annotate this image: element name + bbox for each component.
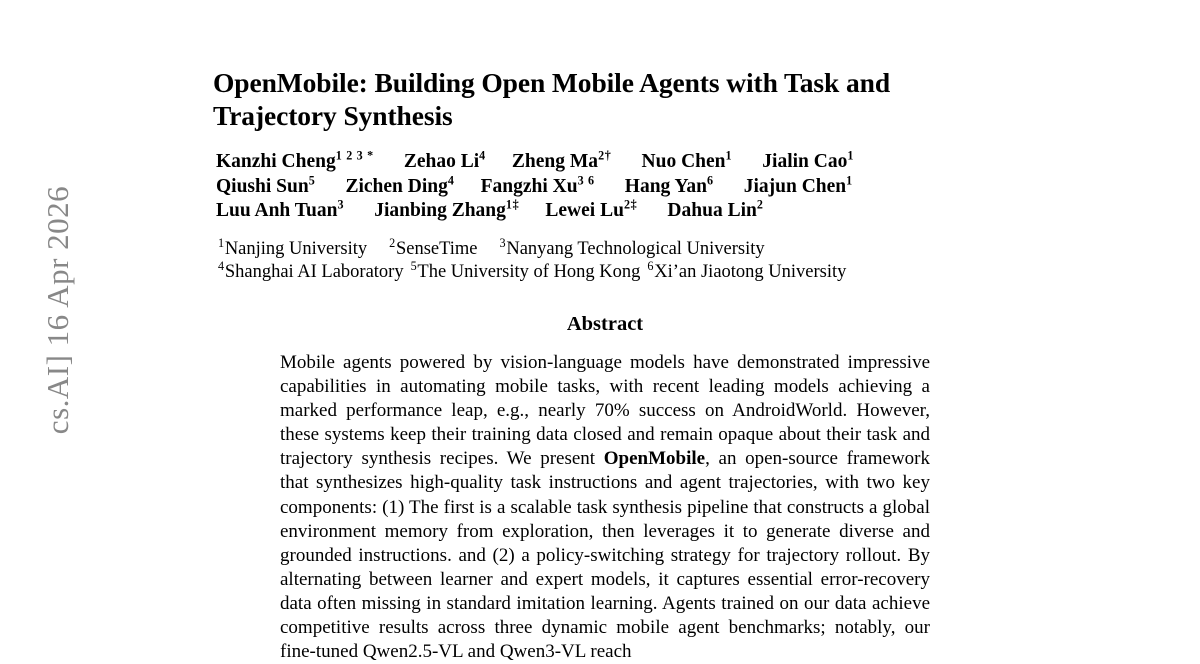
affiliation-index: 3 [499,235,507,250]
author-name: Hang Yan$^6$ [624,173,714,197]
affiliation-entry: $^4$Shanghai AI Laboratory [218,258,404,282]
author-affiliation-marker: 1 [846,173,853,187]
affiliation-index: 2 [389,235,396,250]
author-name: Lewei $Lu^{2\ddagger}$ [545,197,638,221]
affiliation-entry: $^3$Nanyang Technological University [499,235,765,259]
author-list [216,150,976,224]
author-name: Dahua Lin$^2$ [667,197,764,221]
author-name: Qiushi Sun$^5$ [216,173,316,197]
affiliation-list [218,235,978,284]
author-affiliation-marker: 5 [308,173,316,187]
author-affiliation-marker: 4 [479,148,486,163]
author-affiliation-marker: 4 [447,173,455,187]
affiliation-index: 5 [410,258,418,273]
author-affiliation-marker: 2 [756,197,764,212]
author-affiliation-marker: 1‡ [505,197,520,212]
affiliation-entry: $^2$SenseTime [389,235,478,259]
affiliation-entry: $^1$Nanjing University [218,235,368,259]
author-affiliation-marker: 6 [706,173,714,187]
author-affiliation-marker: 1 [847,148,855,163]
author-name: Zheng $Ma^{2\dagger}$ [511,148,612,172]
author-name: Jianbing Zhang$^{1\ddagger}$ [374,197,520,221]
author-affiliation-marker: 2† [598,148,612,163]
author-affiliation-marker: 1 [725,148,733,163]
page-title: OpenMobile: Building Open Mobile Agents with Task and Trajectory Synthesis [213,67,891,132]
abstract-body: Mobile agents powered by vision-language models have demonstrated impressive capabilities in automating mobile tasks, with recent leading models achieving a marked performance leap, e.g., nearly 70% success on AndroidWorld. However, these systems keep their training data closed and remain opaque about their task and trajectory synthesis recipes. We present OpenMobile, an open-source framework that synthesizes high-quality task instructions and agent trajectories, with two key components: (1) The first is a scalable task synthesis pipeline that constructs a global environment memory from exploration, then leverages it to generate diverse and grounded instructions. and (2) a policy-switching strategy for trajectory rollout. By alternating between learner and expert models, it captures essential error-recovery data often missing in standard imitation learning. Agents trained on our data achieve competitive results across three dynamic mobile agent benchmarks; notably, our fine-tuned Qwen2.5-VL and Qwen3-VL reach [280,352,930,663]
abstract-heading: Abstract [566,313,644,335]
author-name: Kanzhi Cheng$^{1 2 3 *}$ [216,148,374,172]
affiliation-row [218,235,978,261]
affiliation-index: 6 [647,258,655,273]
abstract-bold-term: OpenMobile [603,448,706,470]
affiliation-row [218,258,978,284]
author-name: Nuo Chen$^1$ [641,148,733,172]
author-name: Zehao Li$^4$ [403,148,486,172]
author-affiliation-marker: 1 2 3 * [335,148,374,163]
author-affiliation-marker: 3 [337,197,345,212]
author-row [216,150,976,175]
arxiv-stamp-text: cs.AI] 16 Apr 2026 [40,185,75,435]
author-name: Luu Anh Tuan$^3$ [216,197,345,221]
affiliation-entry: $^5$The University of Hong Kong [410,258,641,282]
affiliation-index: 4 [218,258,225,273]
author-affiliation-marker: 2‡ [623,197,638,212]
author-name: Jialin Cao$^1$ [762,148,855,172]
affiliation-entry: $^6$Xi’an Jiaotong University [647,258,847,282]
affiliation-index: 1 [218,235,225,250]
author-name: Zichen Ding$^4$ [345,173,455,197]
author-affiliation-marker: 3 6 [577,173,595,187]
author-row [216,175,976,200]
author-name: Fangzhi $Xu^{3 6}$ [480,173,595,197]
author-row [216,199,976,224]
author-name: Jiajun Chen$^1$ [743,173,853,197]
